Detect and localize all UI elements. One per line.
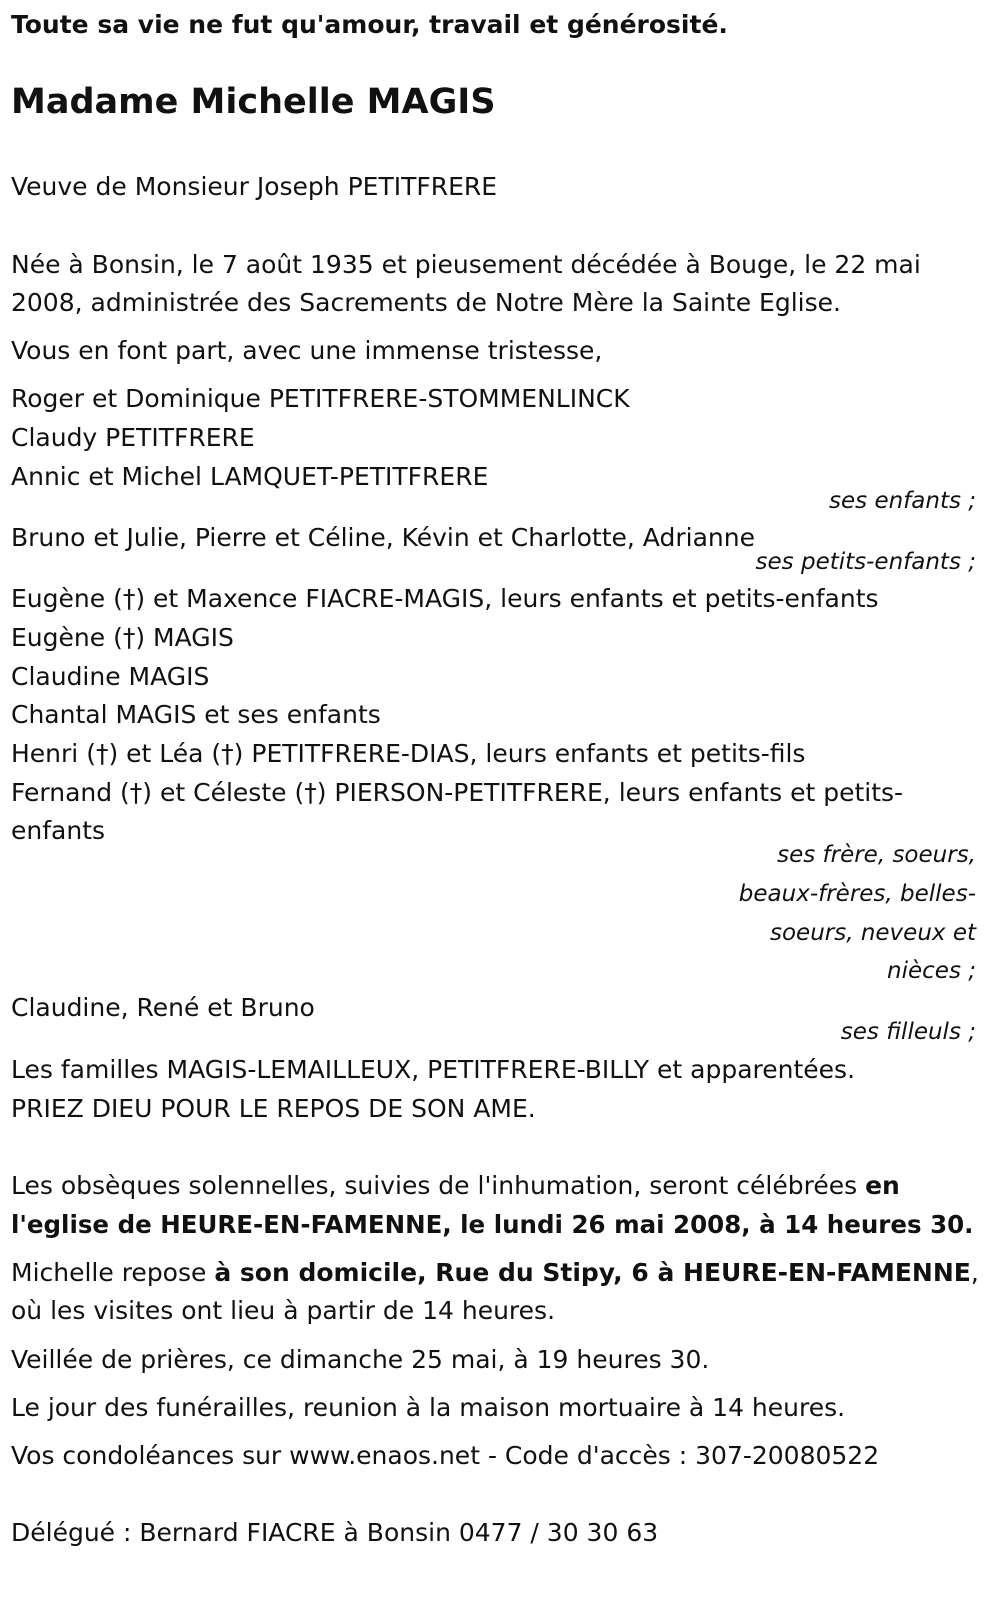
vigil-line: Veillée de prières, ce dimanche 25 mai, à 19 heures 30. <box>11 1345 710 1374</box>
birth-line-1: Née à Bonsin, le 7 août 1935 et pieusement décédée à Bouge, le 22 mai <box>11 250 921 279</box>
funeral-line-2: l'eglise de HEURE-EN-FAMENNE, le lundi 26 mai 2008, à 14 heures 30. <box>11 1210 974 1239</box>
deceased-name: Madame Michelle MAGIS <box>11 82 496 122</box>
announce-line: Vous en font part, avec une immense tristesse, <box>11 336 603 365</box>
godchildren-line: Claudine, René et Bruno <box>11 993 315 1022</box>
sibling-5: Henri (†) et Léa (†) PETITFRERE-DIAS, leurs enfants et petits-fils <box>11 739 806 768</box>
grandchildren-label: ses petits-enfants ; <box>755 549 976 575</box>
funeral-text: Les obsèques solennelles, suivies de l'inhumation, seront célébrées <box>11 1171 866 1200</box>
repose-bold: à son domicile, Rue du Stipy, 6 à HEURE-EN-FAMENNE <box>214 1258 971 1287</box>
repose-line-1 <box>11 1256 979 1290</box>
child-1: Roger et Dominique PETITFRERE-STOMMENLINCK <box>11 384 630 413</box>
motto: Toute sa vie ne fut qu'amour, travail et générosité. <box>11 10 728 39</box>
siblings-label-4: nièces ; <box>887 958 976 984</box>
sibling-1: Eugène (†) et Maxence FIACRE-MAGIS, leurs enfants et petits-enfants <box>11 584 879 613</box>
siblings-label-2: beaux-frères, belles- <box>738 881 976 907</box>
meeting-line: Le jour des funérailles, reunion à la maison mortuaire à 14 heures. <box>11 1393 846 1422</box>
repose-text: Michelle repose <box>11 1258 215 1287</box>
sibling-3: Claudine MAGIS <box>11 662 210 691</box>
grandchildren-line: Bruno et Julie, Pierre et Céline, Kévin et Charlotte, Adrianne <box>11 523 755 552</box>
sibling-2: Eugène (†) MAGIS <box>11 623 234 652</box>
sibling-6: Fernand (†) et Céleste (†) PIERSON-PETITFRERE, leurs enfants et petits- <box>11 778 904 807</box>
repose-comma: , <box>970 1258 979 1287</box>
siblings-label-1: ses frère, soeurs, <box>777 842 976 868</box>
widow-line: Veuve de Monsieur Joseph PETITFRERE <box>11 172 498 201</box>
birth-line-2: 2008, administrée des Sacrements de Notre Mère la Sainte Eglise. <box>11 288 841 317</box>
families-line: Les familles MAGIS-LEMAILLEUX, PETITFRERE-BILLY et apparentées. <box>11 1055 856 1084</box>
funeral-line-1 <box>11 1169 900 1203</box>
children-label: ses enfants ; <box>829 488 976 514</box>
godchildren-label: ses filleuls ; <box>840 1019 976 1045</box>
prayer-line: PRIEZ DIEU POUR LE REPOS DE SON AME. <box>11 1094 536 1123</box>
siblings-label-3: soeurs, neveux et <box>769 920 976 946</box>
child-3: Annic et Michel LAMQUET-PETITFRERE <box>11 462 489 491</box>
sibling-7: enfants <box>11 816 106 845</box>
repose-line-2: où les visites ont lieu à partir de 14 heures. <box>11 1296 556 1325</box>
delegate-line: Délégué : Bernard FIACRE à Bonsin 0477 / 30 30 63 <box>11 1518 659 1547</box>
funeral-bold-a: en <box>865 1171 900 1200</box>
condolences-line: Vos condoléances sur www.enaos.net - Code d'accès : 307-20080522 <box>11 1441 880 1470</box>
child-2: Claudy PETITFRERE <box>11 423 255 452</box>
sibling-4: Chantal MAGIS et ses enfants <box>11 700 381 729</box>
